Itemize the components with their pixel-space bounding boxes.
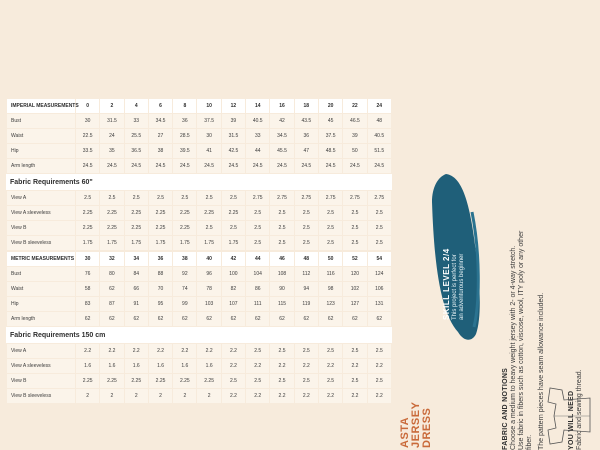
table-cell: 2.25 xyxy=(125,374,148,388)
table-cell: 48.5 xyxy=(319,144,342,158)
table-cell: 62 xyxy=(197,312,220,326)
table-row xyxy=(7,344,391,358)
size-header-cell: 20 xyxy=(319,99,342,113)
table-cell: 40.5 xyxy=(246,114,269,128)
table-cell: 2.75 xyxy=(319,191,342,205)
table-cell: 2.2 xyxy=(368,389,391,403)
row-label: View A xyxy=(7,191,75,205)
table-cell: 33.5 xyxy=(76,144,99,158)
table-cell: 83 xyxy=(76,297,99,311)
table-cell: 2.25 xyxy=(222,206,245,220)
table-cell: 2.25 xyxy=(100,206,123,220)
table-cell: 2.5 xyxy=(270,206,293,220)
table-cell: 2.2 xyxy=(100,344,123,358)
table-cell: 1.6 xyxy=(76,359,99,373)
row-label: View B xyxy=(7,221,75,235)
table-cell: 37.5 xyxy=(197,114,220,128)
table-cell: 2.25 xyxy=(76,374,99,388)
fabric-notions-heading: FABRIC AND NOTIONS xyxy=(502,367,509,450)
title-line: JERSEY xyxy=(410,401,422,448)
table-header-label: METRIC MEASUREMENTS xyxy=(7,252,75,266)
table-cell: 106 xyxy=(368,282,391,296)
table-cell: 100 xyxy=(222,267,245,281)
table-cell: 2.5 xyxy=(270,221,293,235)
size-header-cell: 24 xyxy=(368,99,391,113)
you-will-need-heading: YOU WILL NEED xyxy=(568,390,575,450)
table-cell: 34.5 xyxy=(270,129,293,143)
table-cell: 24.5 xyxy=(100,159,123,173)
table-cell: 2.5 xyxy=(222,374,245,388)
table-cell: 2.2 xyxy=(270,389,293,403)
table-cell: 62 xyxy=(319,312,342,326)
table-cell: 2.5 xyxy=(319,221,342,235)
size-header-cell: 44 xyxy=(246,252,269,266)
notions-line: fiber. xyxy=(526,434,533,450)
table-row xyxy=(7,374,391,388)
table-cell: 70 xyxy=(149,282,172,296)
table-cell: 2.5 xyxy=(368,344,391,358)
row-label: Waist xyxy=(7,282,75,296)
table-cell: 2 xyxy=(197,389,220,403)
fabric-requirements-table xyxy=(6,343,392,404)
table-cell: 2.25 xyxy=(149,221,172,235)
row-label: Arm length xyxy=(7,159,75,173)
table-cell: 96 xyxy=(197,267,220,281)
table-cell: 104 xyxy=(246,267,269,281)
table-cell: 2.5 xyxy=(295,206,318,220)
skill-level-subtitle: an adventurous beginner xyxy=(459,253,465,320)
table-cell: 2.25 xyxy=(149,206,172,220)
skill-level-subtitle: This project is perfect for xyxy=(452,254,458,320)
table-cell: 2.2 xyxy=(246,389,269,403)
table-cell: 111 xyxy=(246,297,269,311)
table-cell: 30 xyxy=(76,114,99,128)
table-cell: 1.6 xyxy=(149,359,172,373)
table-cell: 2.5 xyxy=(368,206,391,220)
table-cell: 2.5 xyxy=(368,236,391,250)
table-cell: 2.5 xyxy=(319,206,342,220)
table-cell: 2.5 xyxy=(125,191,148,205)
table-cell: 2.2 xyxy=(295,359,318,373)
table-cell: 44 xyxy=(246,144,269,158)
table-cell: 80 xyxy=(100,267,123,281)
table-cell: 2.25 xyxy=(173,221,196,235)
size-header-cell: 50 xyxy=(319,252,342,266)
table-row xyxy=(7,312,391,326)
table-cell: 2.5 xyxy=(295,344,318,358)
table-row xyxy=(7,144,391,158)
table-cell: 1.6 xyxy=(173,359,196,373)
fabric-requirements-heading: Fabric Requirements 60" xyxy=(6,174,392,190)
size-header-cell: 48 xyxy=(295,252,318,266)
fabric-notions-text xyxy=(510,200,534,450)
table-cell: 39.5 xyxy=(173,144,196,158)
size-header-cell: 4 xyxy=(125,99,148,113)
table-cell: 95 xyxy=(149,297,172,311)
table-cell: 90 xyxy=(270,282,293,296)
size-header-cell: 30 xyxy=(76,252,99,266)
table-cell: 2.2 xyxy=(343,359,366,373)
table-cell: 1.6 xyxy=(125,359,148,373)
table-cell: 2.5 xyxy=(270,344,293,358)
table-cell: 24.5 xyxy=(368,159,391,173)
table-cell: 84 xyxy=(125,267,148,281)
table-cell: 2.5 xyxy=(222,221,245,235)
table-cell: 24.5 xyxy=(125,159,148,173)
table-cell: 2.2 xyxy=(368,359,391,373)
table-cell: 2.5 xyxy=(246,344,269,358)
table-cell: 2.2 xyxy=(246,359,269,373)
row-label: View A sleeveless xyxy=(7,359,75,373)
table-cell: 119 xyxy=(295,297,318,311)
table-cell: 98 xyxy=(319,282,342,296)
table-cell: 33 xyxy=(246,129,269,143)
table-cell: 24.5 xyxy=(76,159,99,173)
table-cell: 1.75 xyxy=(197,236,220,250)
table-cell: 2.5 xyxy=(343,236,366,250)
size-header-cell: 18 xyxy=(295,99,318,113)
table-cell: 2.25 xyxy=(76,206,99,220)
table-cell: 2.25 xyxy=(173,206,196,220)
table-row xyxy=(7,297,391,311)
table-row xyxy=(7,389,391,403)
size-header-cell: 12 xyxy=(222,99,245,113)
table-cell: 2.5 xyxy=(295,374,318,388)
table-cell: 25.5 xyxy=(125,129,148,143)
table-cell: 1.6 xyxy=(100,359,123,373)
table-cell: 2.5 xyxy=(246,221,269,235)
table-cell: 62 xyxy=(100,312,123,326)
table-cell: 24.5 xyxy=(319,159,342,173)
table-cell: 62 xyxy=(76,312,99,326)
row-label: View B xyxy=(7,374,75,388)
table-cell: 42 xyxy=(270,114,293,128)
table-cell: 2.5 xyxy=(173,191,196,205)
row-label: View A sleeveless xyxy=(7,206,75,220)
table-cell: 91 xyxy=(125,297,148,311)
table-cell: 2.25 xyxy=(100,374,123,388)
table-cell: 115 xyxy=(270,297,293,311)
table-cell: 2.5 xyxy=(368,221,391,235)
table-cell: 1.75 xyxy=(173,236,196,250)
table-row xyxy=(7,129,391,143)
table-cell: 66 xyxy=(125,282,148,296)
table-cell: 2.2 xyxy=(222,359,245,373)
row-label: View B sleeveless xyxy=(7,389,75,403)
table-cell: 37.5 xyxy=(319,129,342,143)
table-cell: 2 xyxy=(125,389,148,403)
table-cell: 62 xyxy=(125,312,148,326)
table-cell: 2.5 xyxy=(246,374,269,388)
size-header-cell: 52 xyxy=(343,252,366,266)
table-cell: 2 xyxy=(100,389,123,403)
table-cell: 39 xyxy=(222,114,245,128)
table-cell: 2.75 xyxy=(368,191,391,205)
table-row xyxy=(7,114,391,128)
table-cell: 31.5 xyxy=(100,114,123,128)
table-cell: 38 xyxy=(149,144,172,158)
table-cell: 28.5 xyxy=(173,129,196,143)
table-cell: 2.2 xyxy=(319,389,342,403)
table-cell: 24.5 xyxy=(270,159,293,173)
table-cell: 107 xyxy=(222,297,245,311)
table-cell: 62 xyxy=(270,312,293,326)
table-cell: 1.75 xyxy=(125,236,148,250)
table-cell: 124 xyxy=(368,267,391,281)
table-cell: 24.5 xyxy=(197,159,220,173)
table-row xyxy=(7,359,391,373)
notions-line: Choose a medium to heavy weight jersey with 2- or 4-way stretch. xyxy=(510,245,517,450)
table-cell: 78 xyxy=(197,282,220,296)
table-cell: 1.75 xyxy=(222,236,245,250)
table-cell: 2 xyxy=(149,389,172,403)
table-cell: 2.5 xyxy=(295,236,318,250)
table-cell: 2.5 xyxy=(270,236,293,250)
table-cell: 102 xyxy=(343,282,366,296)
table-cell: 30 xyxy=(197,129,220,143)
table-cell: 2.5 xyxy=(246,206,269,220)
table-cell: 2.5 xyxy=(197,191,220,205)
table-cell: 2.2 xyxy=(197,344,220,358)
measurement-table xyxy=(6,98,392,174)
table-cell: 35 xyxy=(100,144,123,158)
measurement-tables xyxy=(6,98,392,404)
table-cell: 1.75 xyxy=(100,236,123,250)
table-cell: 2.5 xyxy=(343,206,366,220)
size-header-cell: 34 xyxy=(125,252,148,266)
table-cell: 2.5 xyxy=(76,191,99,205)
table-cell: 40.5 xyxy=(368,129,391,143)
table-cell: 2.5 xyxy=(343,374,366,388)
title-line: DRESS xyxy=(421,407,433,448)
table-cell: 1.75 xyxy=(76,236,99,250)
table-cell: 51.5 xyxy=(368,144,391,158)
table-cell: 62 xyxy=(368,312,391,326)
table-cell: 43.5 xyxy=(295,114,318,128)
table-cell: 39 xyxy=(343,129,366,143)
table-row xyxy=(7,282,391,296)
table-cell: 33 xyxy=(125,114,148,128)
table-cell: 22.5 xyxy=(76,129,99,143)
rotated-info-page xyxy=(400,90,600,450)
table-cell: 2.2 xyxy=(173,344,196,358)
size-header-cell: 46 xyxy=(270,252,293,266)
size-header-cell: 40 xyxy=(197,252,220,266)
table-cell: 45 xyxy=(319,114,342,128)
row-label: Arm length xyxy=(7,312,75,326)
notions-line: Use fabric in fibers such as cotton, viscose, wool, ITY poly or any other xyxy=(518,230,525,450)
table-cell: 2.5 xyxy=(343,344,366,358)
table-cell: 2.5 xyxy=(319,236,342,250)
row-label: View B sleeveless xyxy=(7,236,75,250)
table-cell: 2.75 xyxy=(295,191,318,205)
table-cell: 2.5 xyxy=(222,191,245,205)
size-header-cell: 0 xyxy=(76,99,99,113)
table-row xyxy=(7,206,391,220)
table-row xyxy=(7,159,391,173)
row-label: Waist xyxy=(7,129,75,143)
table-cell: 2.2 xyxy=(222,344,245,358)
size-header-cell: 32 xyxy=(100,252,123,266)
table-cell: 127 xyxy=(343,297,366,311)
table-cell: 24.5 xyxy=(295,159,318,173)
table-cell: 36 xyxy=(295,129,318,143)
table-cell: 46.5 xyxy=(343,114,366,128)
table-cell: 2.5 xyxy=(319,344,342,358)
table-cell: 103 xyxy=(197,297,220,311)
table-cell: 24.5 xyxy=(222,159,245,173)
table-cell: 86 xyxy=(246,282,269,296)
table-cell: 1.6 xyxy=(197,359,220,373)
table-cell: 94 xyxy=(295,282,318,296)
table-cell: 24.5 xyxy=(343,159,366,173)
table-cell: 2.5 xyxy=(149,191,172,205)
table-cell: 2.5 xyxy=(100,191,123,205)
table-cell: 2.25 xyxy=(125,221,148,235)
table-cell: 62 xyxy=(222,312,245,326)
you-will-need-text: Fabric and sewing thread. xyxy=(576,369,583,450)
measurement-table xyxy=(6,251,392,327)
table-cell: 123 xyxy=(319,297,342,311)
table-row xyxy=(7,236,391,250)
table-cell: 36.5 xyxy=(125,144,148,158)
table-cell: 76 xyxy=(76,267,99,281)
row-label: Bust xyxy=(7,267,75,281)
table-cell: 2.75 xyxy=(343,191,366,205)
size-header-cell: 14 xyxy=(246,99,269,113)
table-cell: 2.5 xyxy=(368,374,391,388)
table-cell: 48 xyxy=(368,114,391,128)
table-cell: 24.5 xyxy=(173,159,196,173)
row-label: View A xyxy=(7,344,75,358)
table-cell: 2.2 xyxy=(295,389,318,403)
seam-allowance-note: The pattern pieces have seam allowance included. xyxy=(538,292,545,450)
size-header-cell: 22 xyxy=(343,99,366,113)
fabric-requirements-heading: Fabric Requirements 150 cm xyxy=(6,327,392,343)
table-cell: 24.5 xyxy=(149,159,172,173)
size-header-cell: 10 xyxy=(197,99,220,113)
table-cell: 62 xyxy=(149,312,172,326)
table-cell: 62 xyxy=(100,282,123,296)
table-cell: 42.5 xyxy=(222,144,245,158)
table-cell: 2.75 xyxy=(246,191,269,205)
table-cell: 82 xyxy=(222,282,245,296)
size-header-cell: 42 xyxy=(222,252,245,266)
size-header-cell: 38 xyxy=(173,252,196,266)
pattern-title xyxy=(400,402,433,448)
table-cell: 31.5 xyxy=(222,129,245,143)
table-cell: 62 xyxy=(246,312,269,326)
table-cell: 1.75 xyxy=(149,236,172,250)
table-cell: 2.2 xyxy=(319,359,342,373)
table-cell: 45.5 xyxy=(270,144,293,158)
size-header-cell: 36 xyxy=(149,252,172,266)
size-header-cell: 8 xyxy=(173,99,196,113)
table-row xyxy=(7,267,391,281)
table-cell: 2.5 xyxy=(270,374,293,388)
table-header-label: IMPERIAL MEASUREMENTS xyxy=(7,99,75,113)
table-cell: 2.25 xyxy=(197,206,220,220)
table-cell: 2.25 xyxy=(100,221,123,235)
table-cell: 2.2 xyxy=(270,359,293,373)
table-cell: 108 xyxy=(270,267,293,281)
row-label: Hip xyxy=(7,144,75,158)
table-cell: 99 xyxy=(173,297,196,311)
table-cell: 62 xyxy=(295,312,318,326)
table-cell: 88 xyxy=(149,267,172,281)
table-cell: 2.5 xyxy=(295,221,318,235)
table-cell: 2.5 xyxy=(246,236,269,250)
table-cell: 50 xyxy=(343,144,366,158)
table-cell: 24 xyxy=(100,129,123,143)
table-cell: 62 xyxy=(343,312,366,326)
table-cell: 58 xyxy=(76,282,99,296)
table-row xyxy=(7,221,391,235)
table-cell: 87 xyxy=(100,297,123,311)
title-line: ASTA xyxy=(399,416,411,448)
table-cell: 2.2 xyxy=(125,344,148,358)
size-header-cell: 2 xyxy=(100,99,123,113)
table-cell: 36 xyxy=(173,114,196,128)
table-cell: 2.2 xyxy=(149,344,172,358)
table-cell: 120 xyxy=(343,267,366,281)
size-header-cell: 54 xyxy=(368,252,391,266)
table-cell: 2.25 xyxy=(76,221,99,235)
table-cell: 2 xyxy=(76,389,99,403)
skill-level-title: SKILL LEVEL 2/4 xyxy=(442,248,451,320)
row-label: Bust xyxy=(7,114,75,128)
dress-sketch-icon xyxy=(546,362,592,450)
table-cell: 92 xyxy=(173,267,196,281)
table-cell: 41 xyxy=(197,144,220,158)
table-cell: 2 xyxy=(173,389,196,403)
table-cell: 112 xyxy=(295,267,318,281)
table-cell: 116 xyxy=(319,267,342,281)
table-cell: 2.25 xyxy=(197,374,220,388)
table-cell: 2.75 xyxy=(270,191,293,205)
table-cell: 131 xyxy=(368,297,391,311)
table-cell: 2.5 xyxy=(197,221,220,235)
row-label: Hip xyxy=(7,297,75,311)
table-cell: 47 xyxy=(295,144,318,158)
table-cell: 74 xyxy=(173,282,196,296)
table-cell: 2.2 xyxy=(222,389,245,403)
table-row xyxy=(7,191,391,205)
table-cell: 27 xyxy=(149,129,172,143)
table-cell: 2.25 xyxy=(149,374,172,388)
table-cell: 2.2 xyxy=(343,389,366,403)
table-cell: 34.5 xyxy=(149,114,172,128)
table-cell: 24.5 xyxy=(246,159,269,173)
size-header-cell: 16 xyxy=(270,99,293,113)
size-header-cell: 6 xyxy=(149,99,172,113)
table-cell: 2.5 xyxy=(343,221,366,235)
table-cell: 2.25 xyxy=(173,374,196,388)
table-cell: 2.2 xyxy=(76,344,99,358)
fabric-requirements-table xyxy=(6,190,392,251)
table-cell: 2.25 xyxy=(125,206,148,220)
table-cell: 2.5 xyxy=(319,374,342,388)
table-cell: 62 xyxy=(173,312,196,326)
